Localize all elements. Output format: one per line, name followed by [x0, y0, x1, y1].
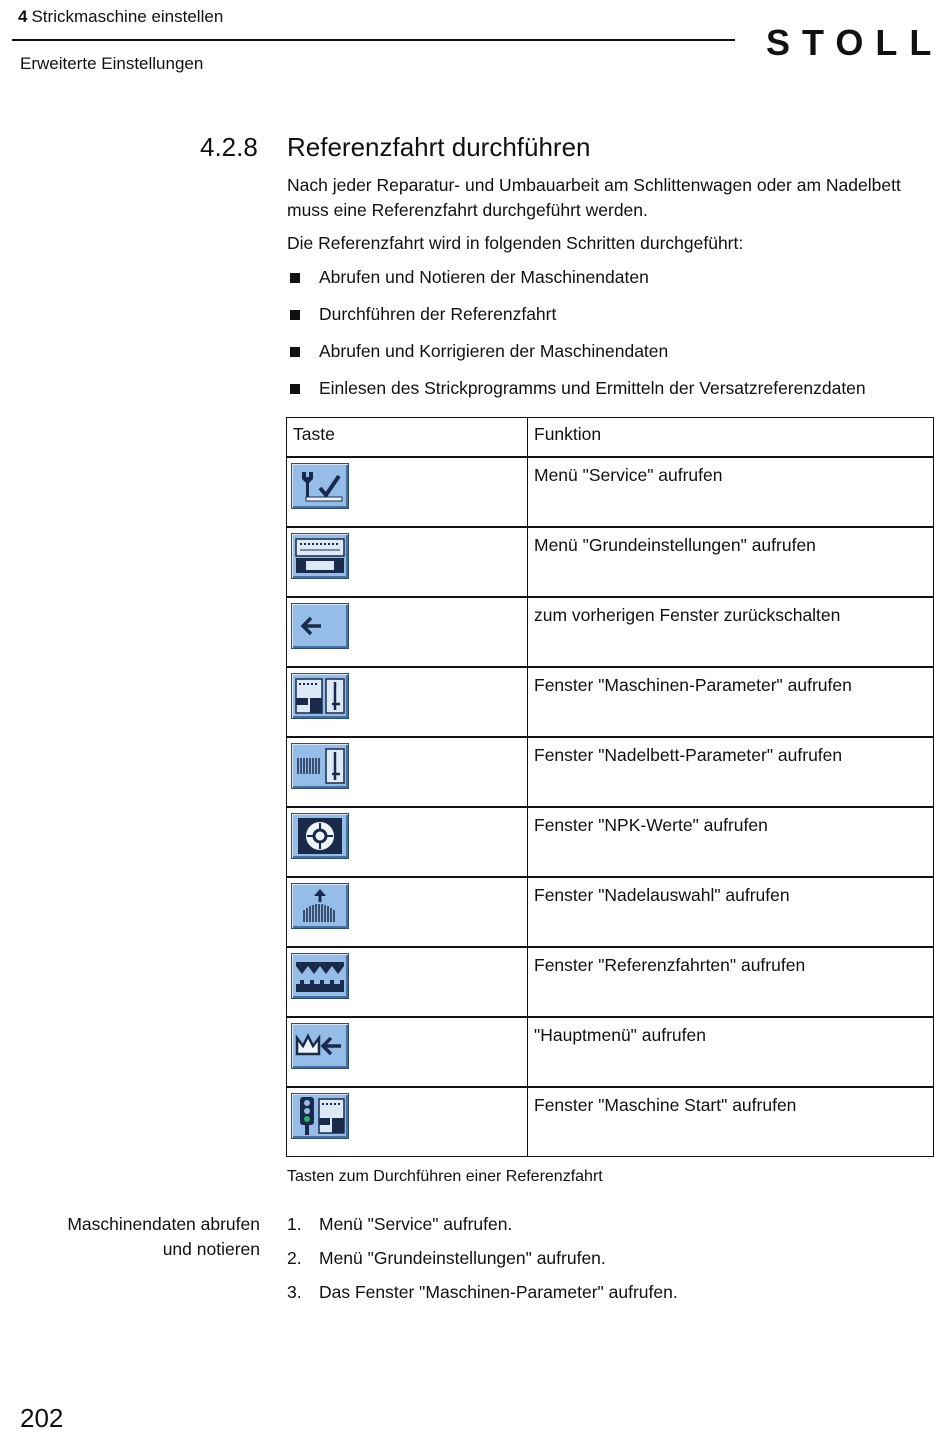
- bullet-square-icon: [290, 273, 300, 283]
- section-number: 4.2.8: [200, 132, 258, 162]
- machine-parameters-icon: [292, 674, 348, 718]
- bullet-square-icon: [290, 384, 300, 394]
- running-header-chapter: [18, 7, 223, 27]
- basic-settings-icon: [292, 534, 348, 578]
- intro-paragraph: Nach jeder Reparatur- und Umbauarbeit am Schlittenwagen oder am Nadelbett muss eine Referenzfahrt durchgeführt werden.: [287, 175, 901, 220]
- function-cell: Fenster "NPK-Werte" aufrufen: [528, 807, 934, 877]
- numbered-steps: [287, 1212, 678, 1314]
- main-menu-icon: [292, 1024, 348, 1068]
- function-cell: Fenster "Nadelbett-Parameter" aufrufen: [528, 737, 934, 807]
- npk-values-icon: [292, 814, 348, 858]
- list-item: Abrufen und Notieren der Maschinendaten: [287, 265, 866, 302]
- service-menu-key[interactable]: [291, 463, 349, 509]
- needle-bed-parameters-key[interactable]: [291, 743, 349, 789]
- function-cell: Menü "Service" aufrufen: [528, 457, 934, 527]
- machine-start-key[interactable]: [291, 1093, 349, 1139]
- table-row: [287, 877, 934, 947]
- bullet-square-icon: [290, 310, 300, 320]
- table-row: [287, 597, 934, 667]
- list-item: 1. Menü "Service" aufrufen.: [287, 1214, 513, 1234]
- header-rule: [12, 39, 735, 41]
- function-cell: "Hauptmenü" aufrufen: [528, 1017, 934, 1087]
- function-cell: Fenster "Referenzfahrten" aufrufen: [528, 947, 934, 1017]
- bullet-square-icon: [290, 347, 300, 357]
- back-arrow-icon: [292, 604, 348, 648]
- function-cell: Fenster "Maschine Start" aufrufen: [528, 1087, 934, 1157]
- list-item: Abrufen und Korrigieren der Maschinendaten: [287, 339, 866, 376]
- page-number: 202: [20, 1403, 64, 1433]
- chapter-title: Strickmaschine einstellen: [31, 7, 224, 26]
- table-header-row: [287, 418, 934, 457]
- list-item: Einlesen des Strickprogramms und Ermitteln der Versatzreferenzdaten: [287, 376, 866, 413]
- table-row: [287, 947, 934, 1017]
- list-item: 3. Das Fenster "Maschinen-Parameter" aufrufen.: [287, 1282, 678, 1302]
- column-header-function: Funktion: [528, 418, 934, 457]
- section-title: Referenzfahrt durchführen: [287, 132, 591, 162]
- margin-note: Maschinendaten abrufen und notieren: [67, 1214, 260, 1259]
- column-header-key: Taste: [287, 418, 528, 457]
- steps-intro: Die Referenzfahrt wird in folgenden Schritten durchgeführt:: [287, 233, 744, 253]
- needle-selection-icon: [292, 884, 348, 928]
- npk-values-key[interactable]: [291, 813, 349, 859]
- function-cell: Fenster "Maschinen-Parameter" aufrufen: [528, 667, 934, 737]
- table-row: [287, 737, 934, 807]
- running-header-section: Erweiterte Einstellungen: [20, 54, 204, 73]
- function-cell: zum vorherigen Fenster zurückschalten: [528, 597, 934, 667]
- needle-bed-parameters-icon: [292, 744, 348, 788]
- table-row: [287, 667, 934, 737]
- machine-start-icon: [292, 1094, 348, 1138]
- reference-runs-icon: [292, 954, 348, 998]
- table-caption: Tasten zum Durchführen einer Referenzfahrt: [287, 1168, 603, 1185]
- table-row: [287, 457, 934, 527]
- bullet-list: [287, 265, 866, 413]
- list-item: Durchführen der Referenzfahrt: [287, 302, 866, 339]
- stoll-logo: STOLL: [766, 22, 944, 63]
- table-row: [287, 1087, 934, 1157]
- table-row: [287, 807, 934, 877]
- chapter-number: 4: [18, 7, 28, 26]
- table-row: [287, 1017, 934, 1087]
- reference-runs-key[interactable]: [291, 953, 349, 999]
- function-cell: Fenster "Nadelauswahl" aufrufen: [528, 877, 934, 947]
- service-menu-icon: [292, 464, 348, 508]
- list-item: 2. Menü "Grundeinstellungen" aufrufen.: [287, 1248, 606, 1268]
- back-key[interactable]: [291, 603, 349, 649]
- basic-settings-key[interactable]: [291, 533, 349, 579]
- machine-parameters-key[interactable]: [291, 673, 349, 719]
- keys-table: [286, 417, 934, 1157]
- main-menu-key[interactable]: [291, 1023, 349, 1069]
- needle-selection-key[interactable]: [291, 883, 349, 929]
- table-row: [287, 527, 934, 597]
- function-cell: Menü "Grundeinstellungen" aufrufen: [528, 527, 934, 597]
